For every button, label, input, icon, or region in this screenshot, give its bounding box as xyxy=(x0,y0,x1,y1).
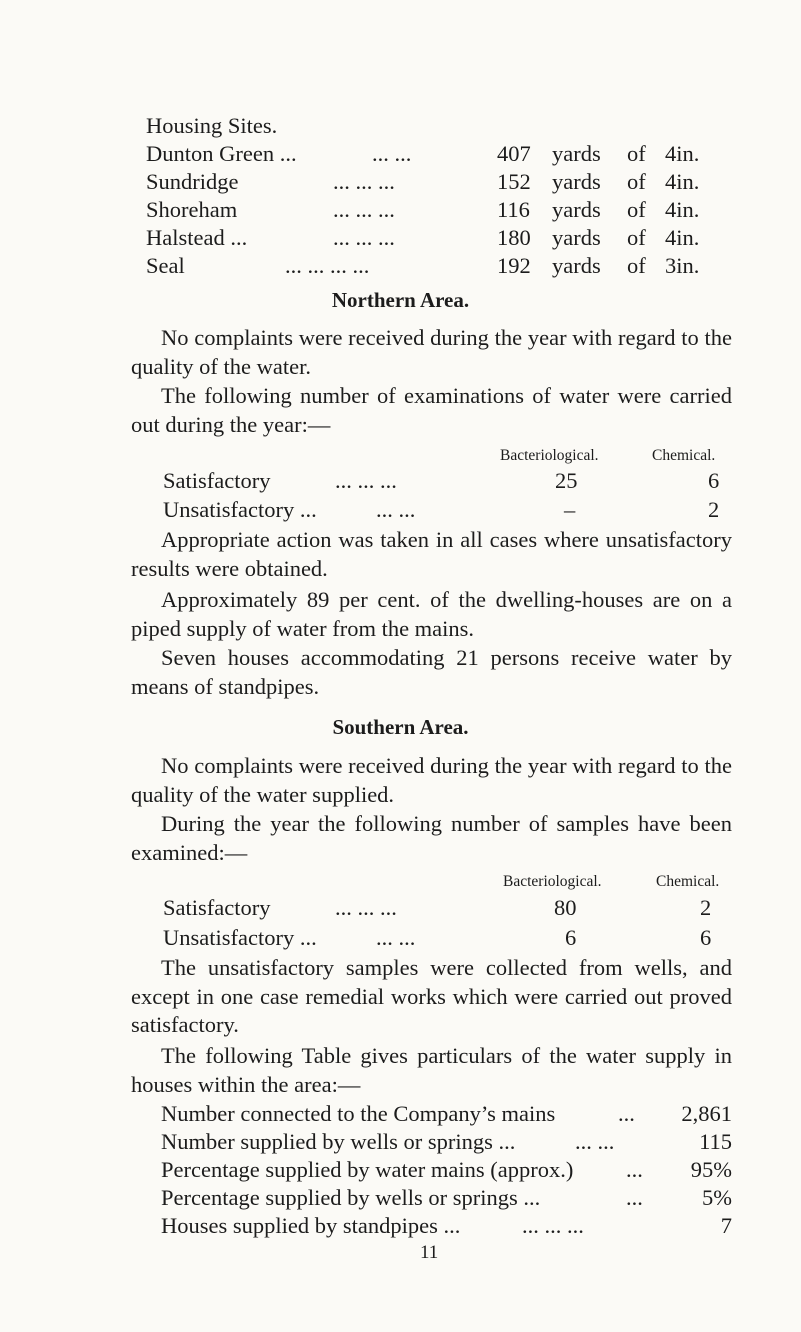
table-row-value: 115 xyxy=(699,1129,732,1154)
site-of: of xyxy=(627,253,646,278)
leader-dots: ... ... xyxy=(372,141,412,166)
result-chemical: 6 xyxy=(708,468,720,493)
leader-dots: ... ... ... xyxy=(333,197,395,222)
northern-area-heading: Northern Area. xyxy=(331,288,470,312)
site-unit: yards xyxy=(552,253,601,278)
site-of: of xyxy=(627,141,646,166)
site-of: of xyxy=(627,169,646,194)
southern-col-bacteriological: Bacteriological. xyxy=(503,873,602,890)
northern-paragraph-complaints: No complaints were received during the year with regard to the quality of the water. xyxy=(131,325,732,379)
result-bacteriological: 25 xyxy=(555,468,578,493)
table-row-value: 5% xyxy=(702,1185,732,1210)
southern-paragraph-table-intro: The following Table gives particulars of the water supply in houses within the area:— xyxy=(131,1043,732,1097)
site-pipe-size: 4in. xyxy=(665,225,700,250)
southern-paragraph-complaints: No complaints were received during the year with regard to the quality of the water supplied. xyxy=(131,753,732,807)
northern-col-bacteriological: Bacteriological. xyxy=(500,447,599,464)
northern-paragraph-piped-supply: Approximately 89 per cent. of the dwelling-houses are on a piped supply of water from the mains. xyxy=(131,587,732,641)
table-row-value: 95% xyxy=(690,1157,732,1182)
site-unit: yards xyxy=(552,141,601,166)
site-name: Dunton Green ... xyxy=(146,141,297,166)
table-row-value: 2,861 xyxy=(681,1101,732,1126)
site-pipe-size: 4in. xyxy=(665,197,700,222)
result-chemical: 6 xyxy=(700,925,712,950)
site-length: 116 xyxy=(497,197,530,222)
northern-paragraph-action: Appropriate action was taken in all cases where unsatisfactory results were obtained. xyxy=(131,527,732,581)
northern-paragraph-examinations: The following number of examinations of water were carried out during the year:— xyxy=(131,383,732,437)
site-of: of xyxy=(627,225,646,250)
result-chemical: 2 xyxy=(700,895,712,920)
result-label: Unsatisfactory ... xyxy=(163,497,317,522)
result-label: Satisfactory xyxy=(163,468,271,493)
leader-dots: ... ... ... xyxy=(335,468,397,493)
table-row-value: 7 xyxy=(720,1213,732,1238)
leader-dots: ... ... ... xyxy=(335,895,397,920)
southern-area-heading: Southern Area. xyxy=(332,715,469,739)
result-bacteriological: 80 xyxy=(554,895,577,920)
table-row-label: Number connected to the Company’s mains xyxy=(161,1101,556,1126)
site-length: 180 xyxy=(497,225,531,250)
southern-paragraph-unsatisfactory: The unsatisfactory samples were collected from wells, and except in one case remedial works which were carried out proved satisfactory. xyxy=(131,955,732,1037)
site-length: 407 xyxy=(497,141,531,166)
site-unit: yards xyxy=(552,225,601,250)
leader-dots: ... ... ... xyxy=(522,1213,584,1238)
site-name: Seal xyxy=(146,253,185,278)
table-row-label: Percentage supplied by wells or springs ... xyxy=(161,1185,541,1210)
site-pipe-size: 3in. xyxy=(665,253,700,278)
page-number: 11 xyxy=(420,1242,439,1263)
site-unit: yards xyxy=(552,169,601,194)
result-chemical: 2 xyxy=(708,497,720,522)
southern-col-chemical: Chemical. xyxy=(656,873,720,890)
site-of: of xyxy=(627,197,646,222)
site-pipe-size: 4in. xyxy=(665,169,700,194)
northern-paragraph-standpipes: Seven houses accommodating 21 persons receive water by means of standpipes. xyxy=(131,645,732,699)
leader-dots: ... ... xyxy=(575,1129,615,1154)
site-length: 192 xyxy=(497,253,531,278)
result-bacteriological: – xyxy=(564,497,576,522)
leader-dots: ... ... ... xyxy=(333,225,395,250)
northern-col-chemical: Chemical. xyxy=(652,447,716,464)
result-label: Satisfactory xyxy=(163,895,271,920)
site-pipe-size: 4in. xyxy=(665,141,700,166)
leader-dots: ... ... xyxy=(376,925,416,950)
leader-dots: ... ... ... xyxy=(333,169,395,194)
table-row-label: Number supplied by wells or springs ... xyxy=(161,1129,516,1154)
table-row-label: Percentage supplied by water mains (approx.) xyxy=(161,1157,574,1182)
leader-dots: ... xyxy=(626,1157,643,1182)
site-length: 152 xyxy=(497,169,531,194)
result-bacteriological: 6 xyxy=(565,925,577,950)
site-name: Shoreham xyxy=(146,197,238,222)
leader-dots: ... ... ... ... xyxy=(285,253,370,278)
table-row-label: Houses supplied by standpipes ... xyxy=(161,1213,461,1238)
southern-paragraph-samples: During the year the following number of samples have been examined:— xyxy=(131,811,732,865)
site-name: Sundridge xyxy=(146,169,239,194)
result-label: Unsatisfactory ... xyxy=(163,925,317,950)
leader-dots: ... xyxy=(618,1101,635,1126)
site-unit: yards xyxy=(552,197,601,222)
housing-sites-title: Housing Sites. xyxy=(146,113,278,138)
site-name: Halstead ... xyxy=(146,225,248,250)
leader-dots: ... xyxy=(626,1185,643,1210)
leader-dots: ... ... xyxy=(376,497,416,522)
